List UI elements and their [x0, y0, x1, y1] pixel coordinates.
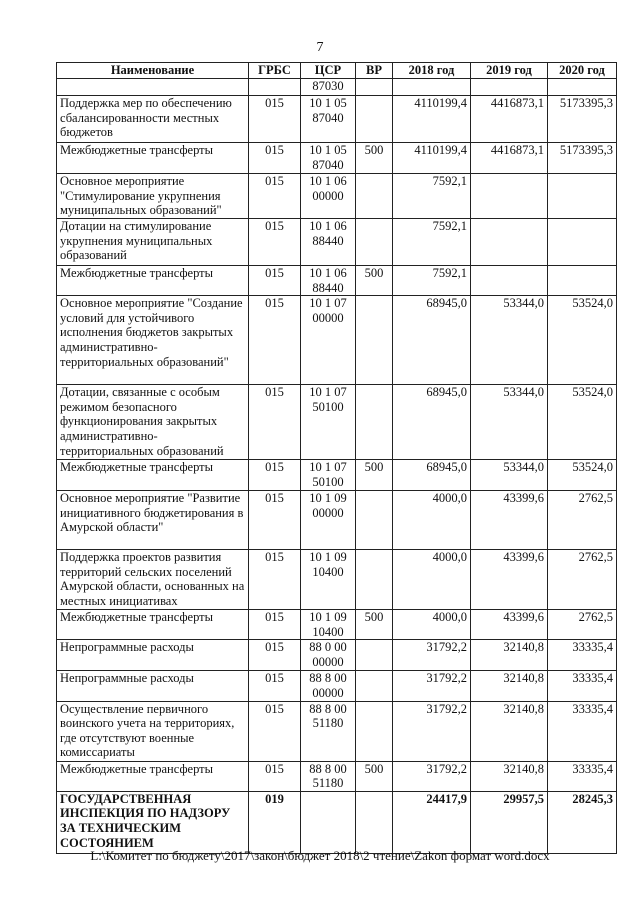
table-row [57, 791, 617, 853]
cell-2018: 4110199,4 [393, 143, 471, 174]
cell-2019: 4416873,1 [471, 143, 548, 174]
cell-grbs: 015 [249, 671, 301, 701]
cell-name: Основное мероприятие "Стимулирование укрупнения муниципальных образований" [57, 174, 249, 219]
cell-name [57, 79, 249, 96]
cell-2020: 2762,5 [548, 550, 617, 610]
cell-2019: 53344,0 [471, 460, 548, 491]
cell-name: Межбюджетные трансферты [57, 610, 249, 640]
cell-grbs: 019 [249, 791, 301, 853]
footer-file-path: L:\Комитет по бюджету\2017\закон\бюджет 2018\2 чтение\Zakon формат word.docx [90, 848, 550, 863]
table-row [57, 610, 617, 640]
page-number: 7 [316, 40, 324, 55]
cell-grbs: 015 [249, 701, 301, 761]
table-row [57, 96, 617, 143]
cell-vr [356, 174, 393, 219]
cell-2018: 4000,0 [393, 491, 471, 550]
cell-name: Дотации на стимулирование укрупнения муниципальных образований [57, 219, 249, 266]
cell-2019 [471, 266, 548, 296]
cell-2018: 31792,2 [393, 701, 471, 761]
cell-2018 [393, 79, 471, 96]
cell-csr: 87030 [301, 79, 356, 96]
cell-2019: 32140,8 [471, 761, 548, 791]
cell-2020: 28245,3 [548, 791, 617, 853]
cell-name: Непрограммные расходы [57, 640, 249, 671]
table-header-row [57, 63, 617, 79]
cell-csr: 88 0 00 00000 [301, 640, 356, 671]
cell-name: Межбюджетные трансферты [57, 761, 249, 791]
cell-2020: 33335,4 [548, 640, 617, 671]
header-name: Наименование [57, 63, 249, 79]
cell-2018: 68945,0 [393, 460, 471, 491]
cell-grbs: 015 [249, 174, 301, 219]
cell-name: Непрограммные расходы [57, 671, 249, 701]
cell-2019: 4416873,1 [471, 96, 548, 143]
table-row [57, 79, 617, 96]
cell-csr: 10 1 09 10400 [301, 550, 356, 610]
cell-2018: 7592,1 [393, 174, 471, 219]
cell-2019 [471, 79, 548, 96]
cell-2020 [548, 219, 617, 266]
cell-2018: 31792,2 [393, 640, 471, 671]
cell-name: Дотации, связанные с особым режимом безопасного функционирования закрытых административно-территориальных образований [57, 385, 249, 460]
budget-table [56, 62, 617, 854]
cell-vr: 500 [356, 610, 393, 640]
cell-2018: 7592,1 [393, 219, 471, 266]
cell-2019: 43399,6 [471, 550, 548, 610]
cell-vr [356, 491, 393, 550]
table-row [57, 491, 617, 550]
cell-grbs: 015 [249, 96, 301, 143]
cell-csr: 10 1 09 10400 [301, 610, 356, 640]
cell-2019: 29957,5 [471, 791, 548, 853]
cell-vr: 500 [356, 460, 393, 491]
cell-csr: 10 1 06 00000 [301, 174, 356, 219]
cell-vr [356, 219, 393, 266]
table-row [57, 671, 617, 701]
cell-csr: 88 8 00 51180 [301, 761, 356, 791]
table-row [57, 550, 617, 610]
header-2019: 2019 год [471, 63, 548, 79]
header-2020: 2020 год [548, 63, 617, 79]
cell-vr [356, 296, 393, 385]
cell-vr: 500 [356, 266, 393, 296]
cell-2020 [548, 79, 617, 96]
cell-2020: 5173395,3 [548, 96, 617, 143]
cell-vr [356, 385, 393, 460]
cell-grbs: 015 [249, 266, 301, 296]
cell-grbs: 015 [249, 460, 301, 491]
cell-vr [356, 671, 393, 701]
cell-grbs: 015 [249, 143, 301, 174]
cell-csr: 10 1 06 88440 [301, 219, 356, 266]
cell-csr [301, 791, 356, 853]
cell-csr: 10 1 05 87040 [301, 96, 356, 143]
cell-2020: 2762,5 [548, 610, 617, 640]
cell-2018: 24417,9 [393, 791, 471, 853]
cell-2020 [548, 174, 617, 219]
cell-grbs: 015 [249, 491, 301, 550]
cell-vr: 500 [356, 761, 393, 791]
cell-name: Межбюджетные трансферты [57, 266, 249, 296]
cell-csr: 10 1 05 87040 [301, 143, 356, 174]
cell-2018: 7592,1 [393, 266, 471, 296]
cell-2019: 32140,8 [471, 640, 548, 671]
cell-2019 [471, 174, 548, 219]
table-row [57, 640, 617, 671]
cell-2020: 53524,0 [548, 385, 617, 460]
cell-grbs: 015 [249, 385, 301, 460]
table-row [57, 385, 617, 460]
header-2018: 2018 год [393, 63, 471, 79]
cell-2020: 33335,4 [548, 761, 617, 791]
cell-2020: 33335,4 [548, 671, 617, 701]
cell-csr: 10 1 07 50100 [301, 460, 356, 491]
cell-2019: 32140,8 [471, 701, 548, 761]
cell-2019: 53344,0 [471, 296, 548, 385]
cell-2020: 53524,0 [548, 296, 617, 385]
cell-2020: 5173395,3 [548, 143, 617, 174]
table-row [57, 174, 617, 219]
cell-grbs: 015 [249, 610, 301, 640]
cell-csr: 10 1 06 88440 [301, 266, 356, 296]
cell-name: Поддержка проектов развития территорий сельских поселений Амурской области, основанных на местных инициативах [57, 550, 249, 610]
cell-csr: 88 8 00 51180 [301, 701, 356, 761]
cell-2019 [471, 219, 548, 266]
table-body [57, 79, 617, 854]
cell-name: Межбюджетные трансферты [57, 460, 249, 491]
cell-vr [356, 701, 393, 761]
cell-name: ГОСУДАРСТВЕННАЯ ИНСПЕКЦИЯ ПО НАДЗОРУ ЗА ТЕХНИЧЕСКИМ СОСТОЯНИЕМ [57, 791, 249, 853]
cell-vr [356, 550, 393, 610]
cell-vr [356, 640, 393, 671]
table-row [57, 761, 617, 791]
cell-2020: 53524,0 [548, 460, 617, 491]
table-row [57, 460, 617, 491]
cell-name: Поддержка мер по обеспечению сбалансированности местных бюджетов [57, 96, 249, 143]
cell-vr [356, 791, 393, 853]
table-row [57, 219, 617, 266]
cell-2019: 32140,8 [471, 671, 548, 701]
cell-csr: 10 1 07 50100 [301, 385, 356, 460]
cell-2018: 31792,2 [393, 671, 471, 701]
table-row [57, 266, 617, 296]
cell-2020: 33335,4 [548, 701, 617, 761]
cell-2019: 43399,6 [471, 491, 548, 550]
cell-grbs: 015 [249, 640, 301, 671]
header-vr: ВР [356, 63, 393, 79]
cell-grbs: 015 [249, 550, 301, 610]
cell-name: Осуществление первичного воинского учета на территориях, где отсутствуют военные комиссариаты [57, 701, 249, 761]
cell-2020 [548, 266, 617, 296]
table-row [57, 296, 617, 385]
cell-vr [356, 79, 393, 96]
cell-2019: 43399,6 [471, 610, 548, 640]
cell-grbs: 015 [249, 219, 301, 266]
cell-2018: 4110199,4 [393, 96, 471, 143]
header-csr: ЦСР [301, 63, 356, 79]
cell-vr [356, 96, 393, 143]
cell-2018: 68945,0 [393, 296, 471, 385]
cell-name: Основное мероприятие "Развитие инициативного бюджетирования в Амурской области" [57, 491, 249, 550]
cell-2018: 68945,0 [393, 385, 471, 460]
cell-2019: 53344,0 [471, 385, 548, 460]
cell-csr: 10 1 09 00000 [301, 491, 356, 550]
cell-csr: 88 8 00 00000 [301, 671, 356, 701]
table-row [57, 143, 617, 174]
cell-name: Основное мероприятие "Создание условий для устойчивого исполнения бюджетов закрытых административно-территориальных образований" [57, 296, 249, 385]
header-grbs: ГРБС [249, 63, 301, 79]
cell-csr: 10 1 07 00000 [301, 296, 356, 385]
cell-vr: 500 [356, 143, 393, 174]
table-row [57, 701, 617, 761]
cell-grbs: 015 [249, 296, 301, 385]
cell-2018: 4000,0 [393, 550, 471, 610]
cell-grbs [249, 79, 301, 96]
cell-2020: 2762,5 [548, 491, 617, 550]
cell-2018: 4000,0 [393, 610, 471, 640]
cell-name: Межбюджетные трансферты [57, 143, 249, 174]
cell-2018: 31792,2 [393, 761, 471, 791]
cell-grbs: 015 [249, 761, 301, 791]
